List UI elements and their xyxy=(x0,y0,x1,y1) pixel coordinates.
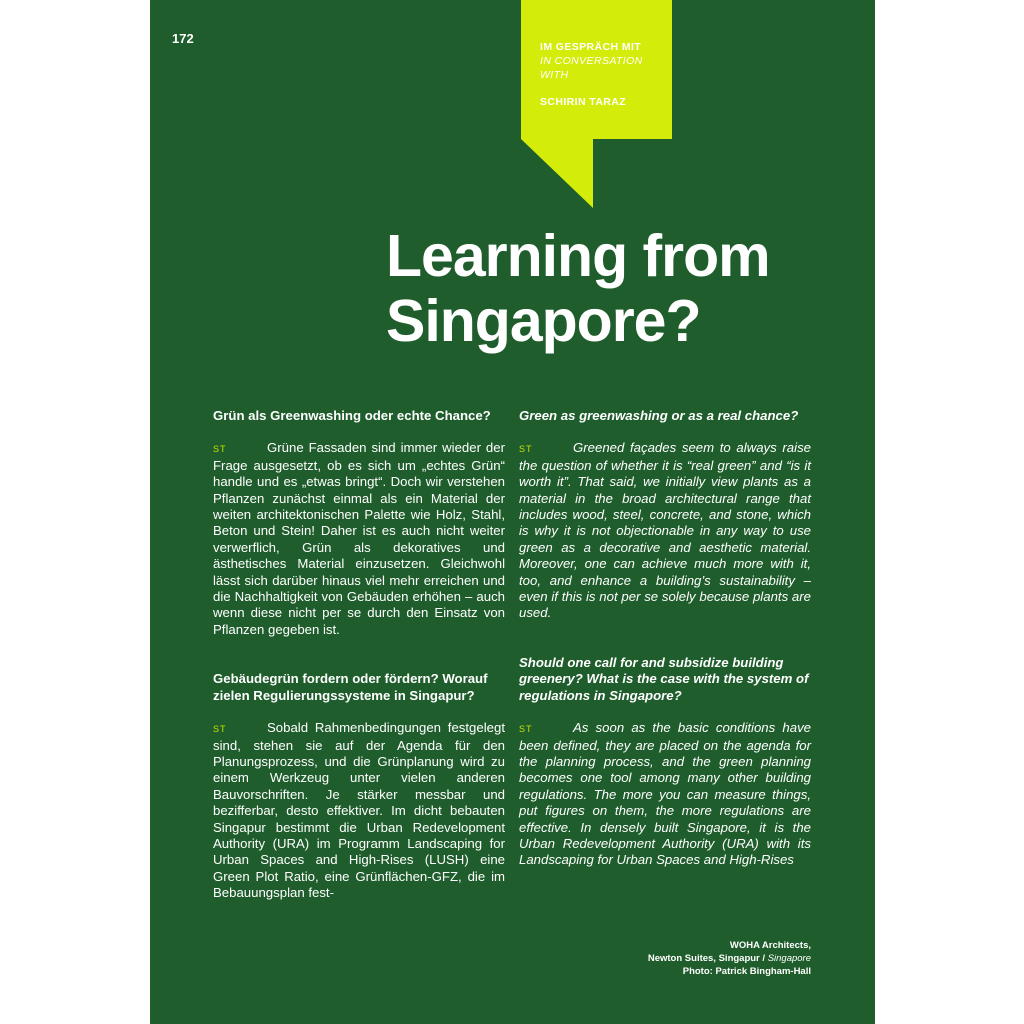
question-2-en: Should one call for and subsidize building greenery? What is the case with the system of regulations in Singapore? xyxy=(519,654,809,703)
answer-1-de xyxy=(213,440,505,638)
interviewee-name: SCHIRIN TARAZ xyxy=(540,96,627,108)
speaker-tag: ST xyxy=(519,724,533,735)
page xyxy=(150,0,875,1024)
caption-line-1: WOHA Architects, xyxy=(729,940,811,951)
question-1-de: Grün als Greenwashing oder echte Chance? xyxy=(213,408,491,423)
caption-line-2 xyxy=(551,952,811,965)
title-line-1: Learning from xyxy=(386,223,770,289)
banner-label-en-2: WITH xyxy=(540,69,569,81)
answer-2-en xyxy=(519,720,811,869)
title-line-2: Singapore? xyxy=(386,288,701,354)
german-column xyxy=(213,408,505,902)
question-1-en: Green as greenwashing or as a real chance? xyxy=(519,408,799,423)
answer-2-de xyxy=(213,720,505,901)
answer-1-en xyxy=(519,440,811,621)
caption-line-3: Photo: Patrick Bingham-Hall xyxy=(682,966,811,977)
banner-label-de: IM GESPRÄCH MIT xyxy=(540,41,642,53)
banner-label-en-1: IN CONVERSATION xyxy=(540,55,643,67)
speaker-tag: ST xyxy=(213,724,227,735)
interview-banner xyxy=(521,0,672,208)
answer-1-de-text: Grüne Fassaden sind immer wieder der Frage ausgesetzt, ob es sich um „echtes Grün“ handle und es „etwas bringt“. Doch wir verstehen Pflanzen zunächst einmal als ein Material der weiten architektonischen Palette wie Holz, Stahl, Beton und Stein! Daher ist es auch nicht weiter verwerflich, Grün als dekoratives und ästhetisches Material einzusetzen. Gleichwohl lässt sich darüber hinaus viel mehr erreichen und die Nachhaltigkeit von Gebäuden erhöhen – auch wenn diese nicht per se durch den Einsatz von Pflanzen gegeben ist. xyxy=(213,440,505,637)
question-2-de: Gebäudegrün fordern oder fördern? Worauf zielen Regulierungssysteme in Singapur? xyxy=(213,671,488,703)
english-column xyxy=(519,408,811,869)
speaker-tag: ST xyxy=(213,444,227,455)
caption-line-2-de: Newton Suites, Singapur / xyxy=(647,953,766,964)
answer-2-en-text: As soon as the basic conditions have been defined, they are placed on the agenda for the planning process, and the green planning becomes one tool among many other building regulations. The more you can measure things, put figures on them, the more regulations are effective. In densely built Singapore, it is the Urban Redevelopment Authority (URA) with its Landscaping for Urban Spaces and High-Rises xyxy=(519,720,811,868)
answer-2-de-text: Sobald Rahmenbedingungen festgelegt sind, stehen sie auf der Agenda für den Planungsprozess, und die Grünplanung wird zu einem Werkzeug unter vielen anderen Bauvorschriften. Je stärker messbar und bezifferbar, desto effektiver. Im dicht bebauten Singapur bestimmt die Urban Redevelopment Authority (URA) im Programm Landscaping for Urban Spaces and High-Rises (LUSH) eine Green Plot Ratio, eine Grünflächen-GFZ, die im Bebauungsplan fest- xyxy=(213,720,505,901)
article-title xyxy=(386,224,856,354)
banner-text xyxy=(540,40,668,109)
photo-caption xyxy=(551,939,811,978)
answer-1-en-text: Greened façades seem to always raise the question of whether it is “real green” and “is it worth it”. That said, we initially view plants as a material in the broad architectural range that includes wood, steel, concrete, and stone, which is why it is not objectionable in any way to use green as a decorative and aesthetic material. Moreover, one can achieve much more with it, too, and enhance a building’s sustainability – even if this is not per se solely because plants are used. xyxy=(519,440,811,621)
caption-line-2-en: Singapore xyxy=(767,953,811,964)
speaker-tag: ST xyxy=(519,444,533,455)
page-number: 172 xyxy=(172,31,194,46)
